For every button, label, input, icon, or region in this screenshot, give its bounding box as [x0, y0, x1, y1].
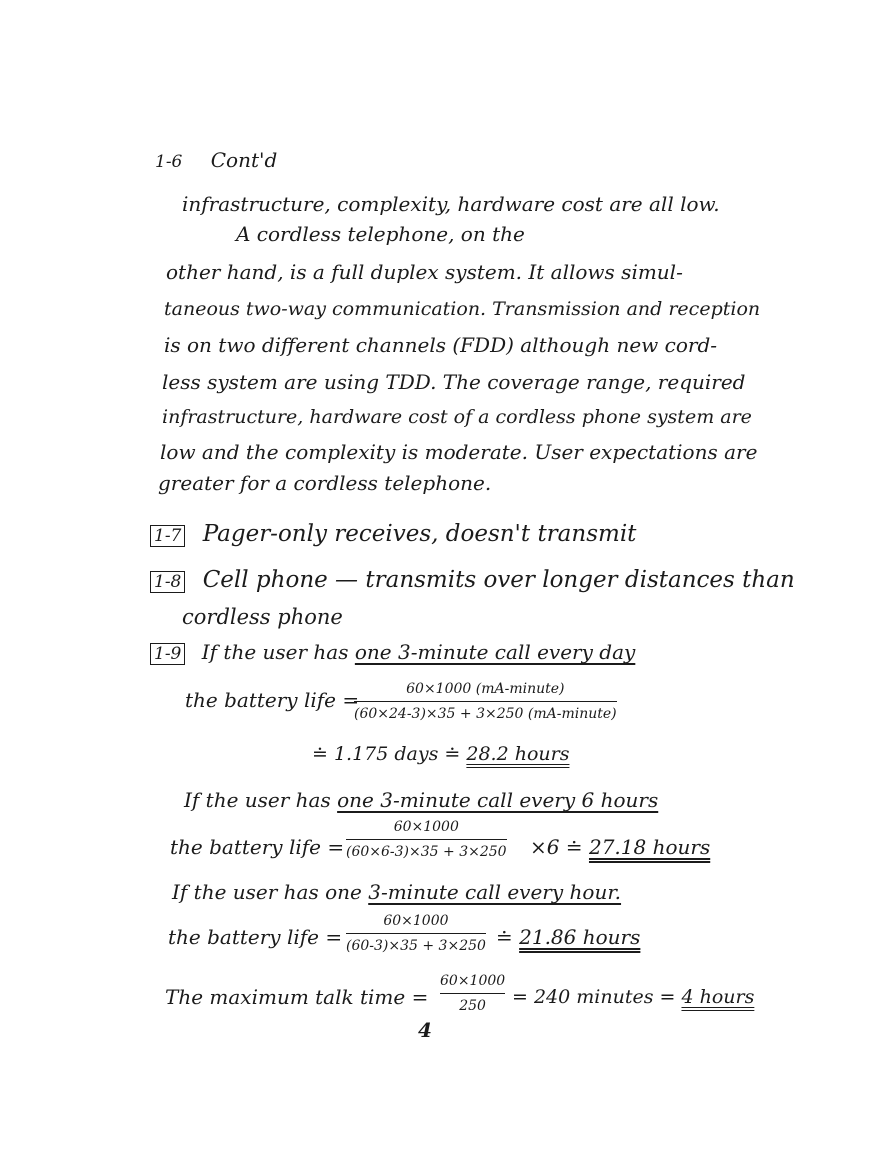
paragraph-line-6: less system are using TDD. The coverage range, required	[162, 370, 746, 394]
result-prefix: ×6 ≐	[530, 835, 589, 859]
page-number: 4	[418, 1018, 432, 1042]
section-number: 1-6	[155, 152, 183, 172]
case2-result	[530, 835, 710, 859]
case1-fraction	[354, 680, 617, 723]
case3-lhs: the battery life =	[168, 925, 343, 949]
paragraph-line-7: infrastructure, hardware cost of a cordless phone system are	[162, 406, 752, 428]
result-value: 21.86 hours	[519, 925, 641, 949]
case3-fraction	[346, 912, 486, 955]
talk-lhs: The maximum talk time =	[165, 985, 429, 1009]
case1-lhs: the battery life =	[185, 688, 360, 712]
result-value: 28.2 hours	[466, 743, 570, 765]
problem-text: Cell phone — transmits over longer distances than	[202, 567, 795, 593]
talk-result	[512, 985, 754, 1009]
case2-fraction	[346, 818, 507, 861]
case2-lhs: the battery life =	[170, 835, 345, 859]
problem-1-7	[150, 520, 636, 550]
case3-intro	[172, 880, 621, 904]
fraction-numerator: 60×1000	[440, 973, 506, 989]
fraction-denominator: (60×6-3)×35 + 3×250	[346, 844, 507, 860]
result-value: 27.18 hours	[588, 835, 711, 859]
fraction-numerator: 60×1000 (mA-minute)	[406, 681, 565, 697]
result-value: 4 hours	[681, 986, 755, 1008]
fraction-bar	[440, 993, 505, 994]
fraction-numerator: 60×1000	[393, 819, 459, 835]
fraction-bar	[346, 839, 507, 840]
intro-text: If the user has	[184, 788, 338, 812]
result-prefix: = 240 minutes =	[512, 986, 682, 1008]
fraction-denominator: (60-3)×35 + 3×250	[346, 938, 486, 954]
case1-result	[312, 742, 569, 766]
problem-1-8	[150, 566, 795, 596]
section-header	[155, 148, 277, 174]
case2-intro	[184, 788, 658, 812]
intro-underlined: one 3-minute call every day	[354, 640, 636, 664]
fraction-denominator: 250	[459, 998, 486, 1014]
result-prefix: ≐ 1.175 days ≐	[312, 743, 467, 765]
problem-1-9-intro	[150, 640, 635, 666]
section-title: Cont'd	[210, 148, 278, 172]
fraction-bar	[354, 701, 617, 702]
problem-number-box: 1-8	[150, 571, 185, 593]
paragraph-line-9: greater for a cordless telephone.	[158, 471, 492, 495]
problem-1-8-continued: cordless phone	[182, 605, 343, 629]
paragraph-line-5: is on two different channels (FDD) although new cord-	[164, 333, 718, 357]
paragraph-line-8: low and the complexity is moderate. User expectations are	[160, 440, 758, 464]
problem-text: Pager-only receives, doesn't transmit	[202, 521, 637, 547]
talk-fraction	[440, 972, 505, 1015]
intro-underlined: one 3-minute call every 6 hours	[337, 788, 659, 812]
intro-text: If the user has	[201, 640, 355, 664]
intro-text: If the user has one	[172, 880, 369, 904]
problem-number-box: 1-7	[150, 525, 185, 547]
result-prefix: ≐	[496, 925, 520, 949]
paragraph-line-3: other hand, is a full duplex system. It allows simul-	[166, 260, 683, 284]
problem-number-box: 1-9	[150, 643, 185, 665]
paragraph-line-4: taneous two-way communication. Transmission and reception	[164, 298, 761, 320]
paragraph-line-1: infrastructure, complexity, hardware cost are all low.	[182, 192, 720, 216]
fraction-bar	[346, 933, 486, 934]
fraction-denominator: (60×24-3)×35 + 3×250 (mA-minute)	[354, 706, 617, 722]
intro-underlined: 3-minute call every hour.	[368, 880, 622, 904]
case3-result	[496, 925, 640, 949]
fraction-numerator: 60×1000	[383, 913, 449, 929]
paragraph-line-2: A cordless telephone, on the	[236, 222, 525, 246]
